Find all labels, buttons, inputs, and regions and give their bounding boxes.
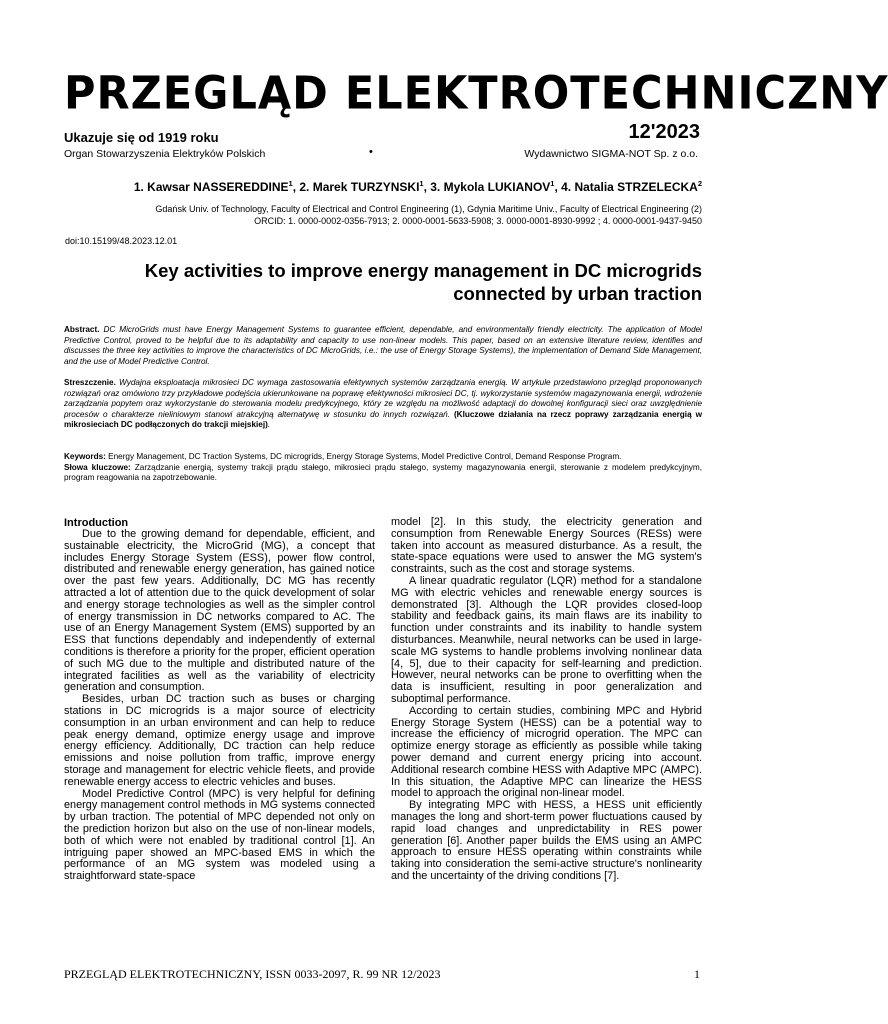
- doi[interactable]: doi:10.15199/48.2023.12.01: [65, 236, 178, 246]
- keywords-text: Energy Management, DC Traction Systems, DC microgrids, Energy Storage Systems, Model Predictive Control, Demand Response Program.: [105, 452, 622, 461]
- orcid-line: ORCID: 1. 0000-0002-0356-7913; 2. 0000-0001-5633-5908; 3. 0000-0001-8930-9992 ; 4. 0000-0001-9437-9450: [254, 216, 702, 226]
- streszczenie: Streszczenie. Wydajna eksploatacja mikrosieci DC wymaga zastosowania efektywnych systemów zarządzania energią. W artykule przedstawiono przegląd proponowanych rozwiązań oraz omówiono trzy przykładowe podejścia ukierunkowane na poprawę efektywności mikrosieci DC, tj. wykorzystanie systemów magazynowania energii, wdrożenie zarządzania popytem oraz wykorzystanie do sterowania modelu predykcyjnego, który ze względu na możliwość adaptacji do dowolnej konfiguracji sieci oraz uwzględnienie procesów o charakterze nieliniowym stanowi atrakcyjną alternatywę w stosunku do innych rozwiązań. (Kluczowe działania na rzecz poprawy zarządzania energią w mikrosieciach DC podłączonych do trakcji miejskiej).: [64, 378, 702, 430]
- abstract: [64, 325, 702, 367]
- issue-number: 12'2023: [628, 121, 700, 143]
- paragraph: Model Predictive Control (MPC) is very helpful for defining energy management control methods in MG systems connected by urban traction. The potential of MPC depended not only on the prediction horizon but also on the use of non-linear models, both of which were not enabled by traditional control [1]. An intriguing paper showed an MPC-based EMS in which the performance of an MG system was modeled using a straightforward state-space: [64, 787, 375, 883]
- streszczenie-text: Wydajna eksploatacja mikrosieci DC wymaga zastosowania efektywnych systemów zarządzania energią. W artykule przedstawiono przegląd proponowanych rozwiązań oraz omówiono trzy przykładowe podejścia ukierunkowane na poprawę efektywności mikrosieci DC, tj. wykorzystanie systemów magazynowania energii, wdrożenie zarządzania popytem oraz wykorzystanie do sterowania modelu predykcyjnego, który ze względu na możliwość adaptacji do dowolnej konfiguracji sieci oraz uwzględnienie procesów o charakterze nieliniowym stanowi atrakcyjną alternatywę w stosunku do innych rozwiązań.: [64, 378, 702, 419]
- publisher-line: Wydawnictwo SIGMA-NOT Sp. z o.o.: [524, 148, 698, 160]
- keywords-label: Keywords:: [64, 452, 106, 461]
- section-heading-introduction: Introduction: [64, 517, 129, 529]
- page-footer: PRZEGLĄD ELEKTROTECHNICZNY, ISSN 0033-2097, R. 99 NR 12/2023: [64, 967, 441, 981]
- author: 2. Marek TURZYNSKI$^1$,: [299, 179, 431, 194]
- paragraph: model [2]. In this study, the electricity generation and consumption from Renewable Energy Sources (RESs) were taken into account as measured disturbance. As a result, the state-space equations were used to answer the MG system's constraints, such as the cost and storage systems.: [391, 516, 702, 576]
- affiliation: [155, 203, 702, 227]
- keywords: [64, 452, 702, 484]
- abstract-text: DC MicroGrids must have Energy Management Systems to guarantee efficient, dependable, and environmentally friendly electricity. The application of Model Predictive Control, proved to be helpful due to its adaptability and capacity to use non-linear models. This paper, based on an extensive literature review, identifies and discusses the three key activities to improve the characteristics of DC MicroGrids, i.e.: the use of Energy Storage Systems), the implementation of Demand Side Management, and the use of Model Predictive Control.: [64, 325, 702, 366]
- keywords-pl-text: Zarządzanie energią, systemy trakcji prądu stałego, mikrosieci prądu stałego, systemy magazynowania energii, sterowanie z modelem predykcyjnym, program reagowania na zapotrzebowanie.: [64, 462, 702, 483]
- author: 1. Kawsar NASSEREDDINE$^1$,: [133, 179, 300, 194]
- body-column-left: [64, 517, 375, 883]
- author-list: [60, 179, 702, 194]
- separator-bullet: •: [369, 146, 373, 158]
- affiliation-line: Gdańsk Univ. of Technology, Faculty of Electrical and Control Engineering (1), Gdynia Maritime Univ., Faculty of Electrical Engineering (2): [155, 204, 702, 214]
- since-year: Ukazuje się od 1919 roku: [64, 130, 219, 145]
- author: 3. Mykola LUKIANOV$^1$,: [430, 179, 562, 194]
- body-column-right: [391, 517, 702, 883]
- polish-title: (Kluczowe działania na rzecz poprawy zarządzania energią w mikrosieciach DC podłączonych do trakcji miejskiej): [64, 409, 702, 430]
- abstract-label: Abstract.: [64, 325, 100, 334]
- author: 4. Natalia STRZELECKA$^2$: [561, 179, 702, 194]
- paragraph: Besides, urban DC traction such as buses or charging stations in DC microgrids is a major source of electricity consumption in an urban environment and can help to reduce peak energy demand, optimize energy usage and improve energy efficiency. Additionally, DC traction can help reduce emissions and noise pollution from traffic, improve energy storage and management for electric vehicle fleets, and provide renewable energy access to electric vehicles and buses.: [64, 693, 375, 788]
- organ-line: Organ Stowarzyszenia Elektryków Polskich: [64, 148, 266, 160]
- streszczenie-label: Streszczenie.: [64, 378, 116, 387]
- page-number: 1: [694, 967, 700, 981]
- journal-masthead: PRZEGLĄD ELEKTROTECHNICZNY: [64, 67, 888, 121]
- paper-title: Key activities to improve energy management in DC microgrids connected by urban traction: [144, 260, 702, 304]
- paragraph: Due to the growing demand for dependable, efficient, and sustainable electricity, the MicroGrid (MG), a concept that includes Energy Storage System (ESS), power flow control, distributed and renewable energy generation, has gained notice over the past few years. Additionally, DC MG has recently attracted a lot of attention due to the quick development of solar and energy storage technologies as well as the simpler control of energy transmission in DC networks compared to AC. The use of an Energy Management System (EMS) supported by an ESS that functions dependably and independently of external conditions is therefore a priority for the proper, efficient operation of such MG due to the multiple and distributed nature of the integrated facilities as well as the variability of electricity generation and consumption.: [64, 528, 375, 694]
- paragraph: According to certain studies, combining MPC and Hybrid Energy Storage System (HESS) can be a potential way to increase the efficiency of microgrid operation. The MPC can optimize energy storage as efficiently as possible while taking power demand and current energy pricing into account. Additional research combine HESS with Adaptive MPC (AMPC). In this situation, the Adaptive MPC can linearize the HESS model to approach the original non-linear model.: [391, 704, 702, 800]
- paragraph: A linear quadratic regulator (LQR) method for a standalone MG with electric vehicles and renewable energy sources is demonstrated [3]. Although the LQR provides closed-loop stability and feedback gains, its main flaws are its inability to function under constraints and its inability to handle system disturbances. Meanwhile, neural networks can be used in large-scale MG systems to handle problems involving nonlinear data [4, 5], due to their capacity for self-learning and prediction. However, neural networks can be prone to overfitting when the data is insufficient, resulting in poor generalization and suboptimal performance.: [391, 574, 702, 705]
- keywords-pl-label: Słowa kluczowe:: [64, 462, 131, 472]
- paragraph: By integrating MPC with HESS, a HESS unit efficiently manages the long and short-term power fluctuations caused by rapid load changes and unpredictability in RES power generation [6]. Another paper builds the EMS using an AMPC approach to ensure HESS operating within constraints while taking into consideration the semi-active structure's nonlinearity and the uncertainty of the driving conditions [7].: [391, 799, 702, 882]
